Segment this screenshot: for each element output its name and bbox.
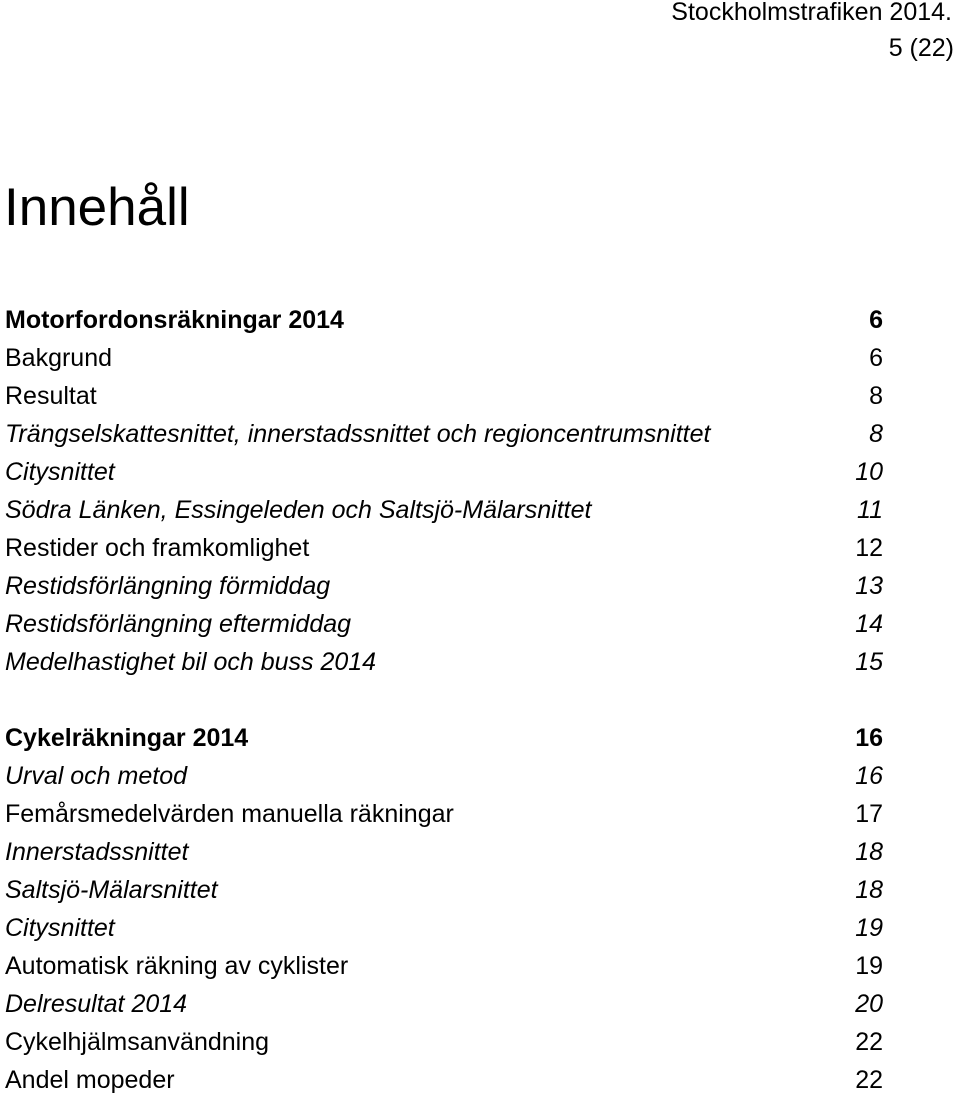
toc-entry-title: Andel mopeder <box>5 1066 175 1094</box>
toc-entry-title: Cykelhjälmsanvändning <box>5 1028 270 1056</box>
toc-section-gap <box>5 681 883 719</box>
toc-entry-title: Motorfordonsräkningar 2014 <box>5 306 344 334</box>
table-of-contents <box>5 301 883 1099</box>
toc-entry[interactable] <box>5 415 883 453</box>
header-document-title: Stockholmstrafiken 2014. <box>671 0 952 26</box>
toc-entry[interactable] <box>5 871 883 909</box>
toc-entry-page-number: 6 <box>869 344 883 372</box>
toc-entry-title: Cykelräkningar 2014 <box>5 724 249 752</box>
toc-entry[interactable] <box>5 985 883 1023</box>
toc-entry-page-number: 11 <box>857 496 883 524</box>
toc-entry-title: Delresultat 2014 <box>5 990 188 1018</box>
toc-entry-title: Restidsförlängning förmiddag <box>5 572 331 600</box>
toc-entry[interactable] <box>5 1023 883 1061</box>
toc-entry-title: Urval och metod <box>5 762 188 790</box>
toc-entry-page-number: 19 <box>855 914 883 942</box>
toc-entry[interactable] <box>5 795 883 833</box>
toc-entry-page-number: 12 <box>855 534 883 562</box>
toc-section-cykel <box>5 719 883 1099</box>
toc-section-motorfordon <box>5 301 883 681</box>
toc-entry[interactable] <box>5 719 883 757</box>
page-title: Innehåll <box>4 178 190 237</box>
toc-entry-title: Citysnittet <box>5 458 115 486</box>
header-page-number: 5 (22) <box>888 34 954 62</box>
toc-entry-page-number: 18 <box>855 838 883 866</box>
toc-entry[interactable] <box>5 947 883 985</box>
toc-entry[interactable] <box>5 833 883 871</box>
toc-entry[interactable] <box>5 909 883 947</box>
toc-entry-page-number: 8 <box>869 382 883 410</box>
toc-entry-page-number: 22 <box>855 1028 883 1056</box>
toc-entry-page-number: 22 <box>855 1066 883 1094</box>
toc-entry[interactable] <box>5 301 883 339</box>
toc-entry[interactable] <box>5 491 883 529</box>
toc-entry-title: Medelhastighet bil och buss 2014 <box>5 648 377 676</box>
toc-entry-title: Innerstadssnittet <box>5 838 189 866</box>
toc-entry-title: Södra Länken, Essingeleden och Saltsjö-Mälarsnittet <box>5 496 592 524</box>
toc-entry-title: Femårsmedelvärden manuella räkningar <box>5 800 454 828</box>
toc-entry-page-number: 6 <box>869 306 883 334</box>
toc-entry[interactable] <box>5 1061 883 1099</box>
toc-entry-title: Resultat <box>5 382 97 410</box>
toc-entry-title: Bakgrund <box>5 344 113 372</box>
toc-entry-page-number: 16 <box>855 724 883 752</box>
toc-entry-page-number: 10 <box>855 458 883 486</box>
toc-entry-page-number: 14 <box>855 610 883 638</box>
toc-entry-page-number: 13 <box>855 572 883 600</box>
toc-entry-title: Saltsjö-Mälarsnittet <box>5 876 218 904</box>
toc-entry[interactable] <box>5 605 883 643</box>
toc-entry[interactable] <box>5 339 883 377</box>
toc-entry-page-number: 17 <box>855 800 883 828</box>
toc-entry-page-number: 16 <box>855 762 883 790</box>
page-header <box>0 0 960 63</box>
toc-entry-page-number: 8 <box>869 420 883 448</box>
toc-entry[interactable] <box>5 377 883 415</box>
toc-entry[interactable] <box>5 567 883 605</box>
toc-entry-title: Restidsförlängning eftermiddag <box>5 610 352 638</box>
toc-entry-title: Restider och framkomlighet <box>5 534 310 562</box>
toc-entry[interactable] <box>5 529 883 567</box>
toc-entry-page-number: 19 <box>855 952 883 980</box>
toc-entry[interactable] <box>5 757 883 795</box>
toc-entry-page-number: 18 <box>855 876 883 904</box>
toc-entry-page-number: 20 <box>855 990 883 1018</box>
toc-entry-title: Automatisk räkning av cyklister <box>5 952 349 980</box>
toc-entry[interactable] <box>5 453 883 491</box>
toc-entry-page-number: 15 <box>855 648 883 676</box>
toc-entry-title: Trängselskattesnittet, innerstadssnittet och regioncentrumsnittet <box>5 420 711 448</box>
toc-entry-title: Citysnittet <box>5 914 115 942</box>
toc-entry[interactable] <box>5 643 883 681</box>
